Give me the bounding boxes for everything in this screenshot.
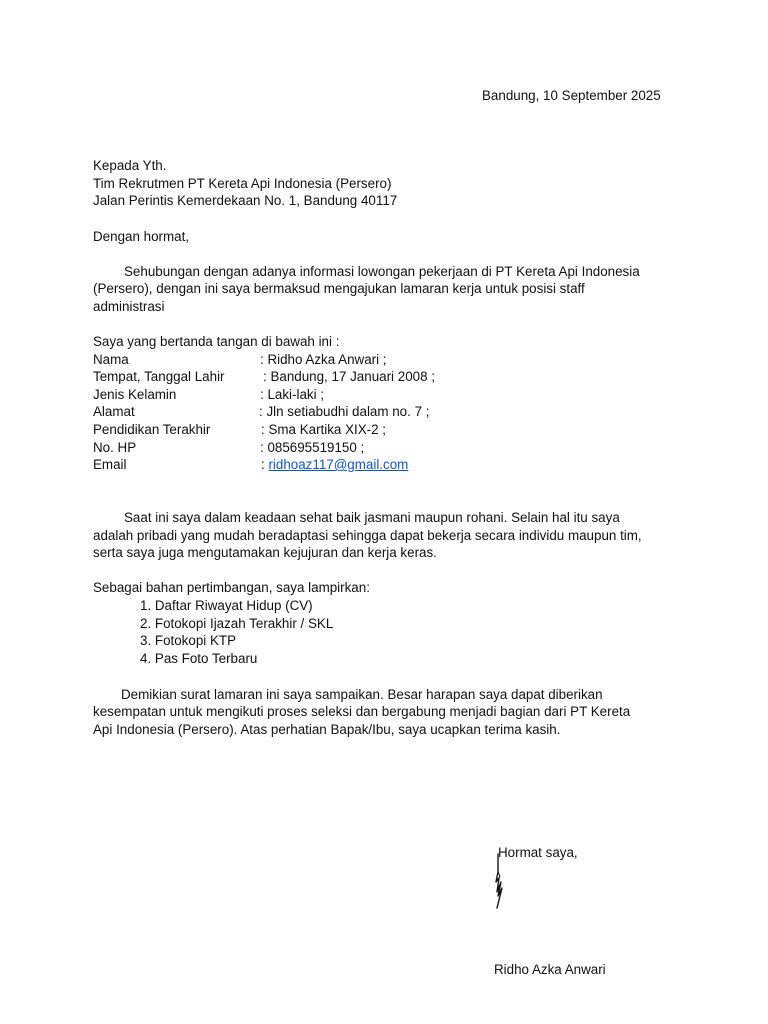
recipient-salutation: Kepada Yth.	[93, 158, 167, 173]
condition-line: Saat ini saya dalam keadaan sehat baik jasmani maupun rohani. Selain hal itu saya	[124, 510, 620, 525]
identity-value: : Bandung, 17 Januari 2008 ;	[263, 369, 435, 384]
identity-label: Nama	[93, 352, 129, 367]
signer-name: Ridho Azka Anwari	[494, 962, 606, 977]
identity-label: Pendidikan Terakhir	[93, 422, 211, 437]
list-item: 4. Pas Foto Terbaru	[140, 651, 258, 666]
closing-line: Demikian surat lamaran ini saya sampaikan. Besar harapan saya dapat diberikan	[121, 687, 603, 702]
identity-label: Alamat	[93, 404, 135, 419]
identity-label: No. HP	[93, 440, 137, 455]
signoff: Hormat saya,	[498, 845, 578, 860]
signature-mark	[492, 852, 512, 912]
greeting: Dengan hormat,	[93, 229, 190, 244]
recipient-address: Jalan Perintis Kemerdekaan No. 1, Bandung 40117	[93, 193, 398, 208]
email-prefix: :	[261, 457, 269, 472]
list-item: 3. Fotokopi KTP	[140, 633, 237, 648]
list-item: 2. Fotokopi Ijazah Terakhir / SKL	[140, 616, 334, 631]
list-item: 1. Daftar Riwayat Hidup (CV)	[140, 598, 313, 613]
identity-value: : Laki-laki ;	[260, 387, 324, 402]
condition-line: serta saya juga mengutamakan kejujuran dan kerja keras.	[93, 545, 437, 560]
intro-line: Sehubungan dengan adanya informasi lowongan pekerjaan di PT Kereta Api Indonesia	[124, 264, 640, 279]
recipient-org: Tim Rekrutmen PT Kereta Api Indonesia (Persero)	[93, 176, 392, 191]
identity-label: Tempat, Tanggal Lahir	[93, 369, 225, 384]
identity-value: : Ridho Azka Anwari ;	[260, 352, 387, 367]
intro-line: (Persero), dengan ini saya bermaksud mengajukan lamaran kerja untuk posisi staff	[93, 281, 585, 296]
identity-value: : Sma Kartika XIX-2 ;	[261, 422, 387, 437]
identity-value: : 085695519150 ;	[260, 440, 365, 455]
identity-label: Email	[93, 457, 127, 472]
closing-line: kesempatan untuk mengikuti proses seleksi dan bergabung menjadi bagian dari PT Kereta	[93, 704, 631, 719]
email-link[interactable]: ridhoaz117@gmail.com	[268, 457, 409, 472]
identity-intro: Saya yang bertanda tangan di bawah ini :	[93, 334, 340, 349]
identity-label: Jenis Kelamin	[93, 387, 177, 402]
place-date: Bandung, 10 September 2025	[482, 88, 661, 103]
attachments-intro: Sebagai bahan pertimbangan, saya lampirkan:	[93, 580, 370, 595]
condition-line: adalah pribadi yang mudah beradaptasi sehingga dapat bekerja secara individu maupun tim,	[93, 528, 642, 543]
intro-line: administrasi	[93, 299, 165, 314]
identity-value	[261, 456, 408, 474]
identity-value: : Jln setiabudhi dalam no. 7 ;	[259, 404, 430, 419]
closing-line: Api Indonesia (Persero). Atas perhatian Bapak/Ibu, saya ucapkan terima kasih.	[93, 722, 561, 737]
